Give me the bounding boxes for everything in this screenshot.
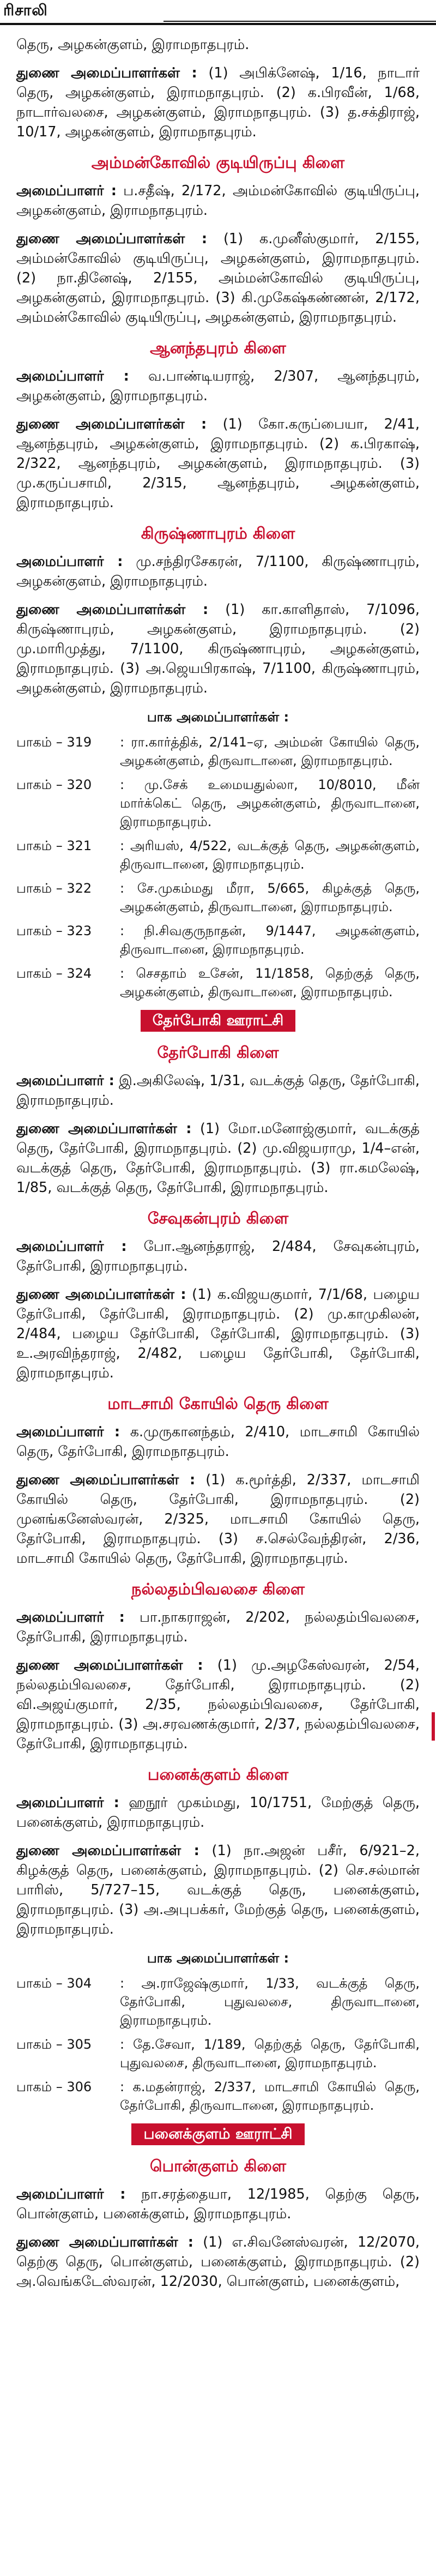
booth-number: பாகம் – 322	[16, 881, 92, 896]
role-label: துணை அமைப்பாளர்கள் :	[16, 1657, 203, 1674]
role-label: அமைப்பாளர் :	[16, 1609, 125, 1626]
role-label: துணை அமைப்பாளர்கள் :	[16, 1286, 186, 1303]
role-label: துணை அமைப்பாளர்கள் :	[16, 231, 208, 247]
branch-heading: நல்லதம்பிவலசை கிளை	[131, 1580, 305, 1598]
role-label: அமைப்பாளர் :	[16, 2186, 126, 2202]
branch-heading: அம்மன்கோவில் குடியிருப்பு கிளை	[91, 153, 345, 172]
branch-heading: சேவுகன்புரம் கிளை	[147, 1209, 289, 1227]
office-bearer-entry	[16, 1285, 420, 1383]
booth-number: பாகம் – 304	[16, 1976, 92, 1991]
office-bearer-entry	[16, 1470, 420, 1568]
entry-text: போ.ஆனந்தராஜ், 2/484, சேவுகன்புரம், தேர்போகி, இராமநாதபுரம்.	[16, 1238, 420, 1274]
role-label: அமைப்பாளர் :	[16, 1795, 119, 1811]
entry-text: (1) மோ.மனோஜ்குமார், வடக்குத் தெரு, தேர்போகி, இராமநாதபுரம். (2) மு.விஜயராமு, 1/4–என், வடக்குத் தெரு, தேர்போகி, இராமநாதபுரம். (3) ரா.கமலேஷ், 1/85, வடக்குத் தெரு, தேர்போகி, இராமநாதபுரம்.	[16, 1121, 420, 1196]
panchayat-banner-wrap	[16, 2123, 420, 2145]
masthead-rule	[164, 21, 436, 22]
role-label: அமைப்பாளர் :	[16, 1424, 120, 1440]
booth-organiser: : மு.சேக் உமையதுல்லா, 10/8010, மீன் மார்க்கெட் தெரு, அழகன்குளம், திருவாடானை, இராமநாதபுரம்.	[120, 777, 420, 829]
booth-organiser: : க.மதன்ராஜ், 2/337, மாடசாமி கோயில் தெரு, தேர்போகி, திருவாடானை, இராமநாதபுரம்.	[120, 2079, 420, 2113]
office-bearer-entry	[16, 1656, 420, 1754]
booth-row	[16, 1974, 420, 2030]
role-label: அமைப்பாளர் :	[16, 1073, 114, 1089]
panchayat-banner: பனைக்குளம் ஊராட்சி	[131, 2123, 304, 2145]
entry-text: (1) க.முனீஸ்குமார், 2/155, அம்மன்கோவில் குடியிருப்பு, அழகன்குளம், இராமநாதபுரம். (2) நா.தினேஷ், 2/155, அம்மன்கோவில் குடியிருப்பு, அழகன்குளம், இராமநாதபுரம். (3) கி.முகேஷ்கண்ணன், 2/172, அம்மன்கோவில் குடியிருப்பு, அழகன்குளம், இராமநாதபுரம்.	[16, 231, 420, 326]
booth-row	[16, 879, 420, 916]
booth-row	[16, 2035, 420, 2072]
masthead	[0, 0, 436, 25]
booth-row	[16, 2078, 420, 2115]
booth-number: பாகம் – 321	[16, 838, 92, 853]
office-bearer-entry	[16, 1237, 420, 1276]
role-label: அமைப்பாளர் :	[16, 183, 117, 199]
role-label: துணை அமைப்பாளர்கள் :	[16, 65, 197, 81]
role-label: அமைப்பாளர் :	[16, 553, 123, 570]
office-bearer-entry	[16, 229, 420, 327]
entry-text: (1) எ.சிவனேஸ்வரன், 12/2070, தெற்கு தெரு, பொன்குளம், பனைக்குளம், இராமநாதபுரம். (2) அ.வெங்கடேஸ்வரன், 12/2030, பொன்குளம், பனைக்குளம்,	[16, 2234, 420, 2290]
entry-text: க.முருகானந்தம், 2/410, மாடசாமி கோயில் தெரு, தேர்போகி, இராமநாதபுரம்.	[16, 1424, 420, 1460]
office-bearer-entry	[16, 35, 420, 55]
office-bearer-entry	[16, 181, 420, 220]
entry-text: (1) க.மூர்த்தி, 2/337, மாடசாமி கோயில் தெரு, தேர்போகி, இராமநாதபுரம். (2) முனங்கனேஸ்வரன், 2/325, மாடசாமி கோயில் தெரு, தேர்போகி, இராமநாதபுரம். (3) ச.செல்வேந்திரன், 2/36, மாடசாமி கோயில் தெரு, தேர்போகி, இராமநாதபுரம்.	[16, 1472, 420, 1567]
entry-text: (1) கோ.கருப்பையா, 2/41, ஆனந்தபுரம், அழகன்குளம், இராமநாதபுரம். (2) க.பிரகாஷ், 2/322, ஆனந்தபுரம், அழகன்குளம், இராமநாதபுரம். (3) மு.கருப்பசாமி, 2/315, ஆனந்தபுரம், அழகன்குளம், இராமநாதபுரம்.	[16, 416, 420, 511]
booth-number: பாகம் – 323	[16, 923, 92, 938]
role-label: துணை அமைப்பாளர்கள் :	[16, 1843, 199, 1859]
booth-row	[16, 836, 420, 874]
booth-organiser: : சே.முகம்மது மீரா, 5/665, கிழக்குத் தெரு, அழகன்குளம், திருவாடானை, இராமநாதபுரம்.	[120, 881, 420, 914]
booth-organiser: : தே.சேவா, 1/189, தெற்குத் தெரு, தேர்போகி, புதுவலசை, திருவாடானை, இராமநாதபுரம்.	[120, 2037, 420, 2071]
booth-organiser: : செசதாம் உசேன், 11/1858, தெற்குத் தெரு, அழகன்குளம், திருவாடானை, இராமநாதபுரம்.	[120, 966, 420, 1000]
entry-text: இ.அகிலேஷ், 1/31, வடக்குத் தெரு, தேர்போகி, இராமநாதபுரம்.	[16, 1073, 420, 1109]
booth-row	[16, 733, 420, 770]
role-label: துணை அமைப்பாளர்கள் :	[16, 1472, 196, 1488]
entry-text: (1) மு.அழகேஸ்வரன், 2/54, நல்லதம்பிவலசை, தேர்போகி, இராமநாதபுரம். (2) வி.அஜய்குமார், 2/35, நல்லதம்பிவலசை, தேர்போகி, இராமநாதபுரம். (3) அ.சரவணக்குமார், 2/37, நல்லதம்பிவலசை, தேர்போகி, இராமநாதபுரம்.	[16, 1657, 420, 1752]
booth-number: பாகம் – 319	[16, 735, 92, 750]
masthead-title: ரிசாலி	[3, 1, 48, 19]
booth-organiser: : அரியஸ், 4/522, வடக்குத் தெரு, அழகன்குளம், திருவாடானை, இராமநாதபுரம்.	[120, 838, 420, 872]
section-subtitle: பாக அமைப்பாளர்கள் :	[147, 709, 289, 725]
role-label: துணை அமைப்பாளர்கள் :	[16, 2234, 193, 2250]
office-bearer-entry	[16, 1119, 420, 1197]
booth-row	[16, 964, 420, 1001]
entry-text: ஹநூர் முகம்மது, 10/1751, மேற்குத் தெரு, பனைக்குளம், இராமநாதபுரம்.	[16, 1795, 420, 1831]
booth-row	[16, 922, 420, 959]
office-bearer-entry	[16, 1841, 420, 1939]
branch-heading: மாடசாமி கோயில் தெரு கிளை	[107, 1394, 329, 1413]
entry-text: மு.சந்திரசேகரன், 7/1100, கிருஷ்ணாபுரம், அழகன்குளம், இராமநாதபுரம்.	[16, 553, 420, 589]
entry-text: பா.நாகராஜன், 2/202, நல்லதம்பிவலசை, தேர்போகி, இராமநாதபுரம்.	[16, 1609, 420, 1645]
office-bearer-entry	[16, 366, 420, 406]
office-bearer-entry	[16, 600, 420, 698]
role-label: அமைப்பாளர் :	[16, 368, 129, 384]
booth-row	[16, 775, 420, 831]
booth-organiser: : அ.ராஜேஷ்குமார், 1/33, வடக்குத் தெரு, தேர்போகி, புதுவலசை, திருவாடானை, இராமநாதபுரம்.	[120, 1976, 420, 2028]
entry-text: (1) கா.காளிதாஸ், 7/1096, கிருஷ்ணாபுரம், அழகன்குளம், இராமநாதபுரம். (2) மு.மாரிமுத்து, 7/1100, கிருஷ்ணாபுரம், அழகன்குளம், இராமநாதபுரம். (3) அ.ஜெயபிரகாஷ், 7/1100, கிருஷ்ணாபுரம், அழகன்குளம், இராமநாதபுரம்.	[16, 601, 420, 696]
booth-number: பாகம் – 305	[16, 2037, 92, 2052]
side-color-mark	[432, 1712, 435, 1741]
booth-number: பாகம் – 324	[16, 966, 92, 981]
office-bearer-entry	[16, 2184, 420, 2224]
branch-heading: தேர்போகி கிளை	[157, 1043, 279, 1062]
branch-heading: பனைக்குளம் கிளை	[147, 1765, 289, 1784]
entry-text: ப.சதீஷ், 2/172, அம்மன்கோவில் குடியிருப்பு, அழகன்குளம், இராமநாதபுரம்.	[16, 183, 420, 219]
office-bearer-entry	[16, 1422, 420, 1461]
role-label: துணை அமைப்பாளர்கள் :	[16, 416, 207, 432]
booth-number: பாகம் – 306	[16, 2079, 92, 2094]
entry-text: (1) நா.அஜன் பசீர், 6/921–2, கிழக்குத் தெரு, பனைக்குளம், இராமநாதபுரம். (2) செ.சல்மான் பாரிஸ், 5/727–15, வடக்குத் தெரு, பனைக்குளம், இராமநாதபுரம். (3) அ.அபுபக்கர், மேற்குத் தெரு, பனைக்குளம், இராமநாதபுரம்.	[16, 1843, 420, 1937]
entry-text: தெரு, அழகன்குளம், இராமநாதபுரம்.	[16, 37, 250, 53]
office-bearer-entry	[16, 2232, 420, 2291]
branch-heading: கிருஷ்ணாபுரம் கிளை	[141, 524, 295, 543]
entry-text: (1) க.விஜயகுமார், 7/1/68, பழைய தேர்போகி, தேர்போகி, இராமநாதபுரம். (2) மு.காமுகிலன், 2/484, பழைய தேர்போகி, தேர்போகி, இராமநாதபுரம். (3) உ.அரவிந்தராஜ், 2/482, பழைய தேர்போகி, தேர்போகி, இராமநாதபுரம்.	[16, 1286, 420, 1381]
booth-organiser: : ரா.கார்த்திக், 2/141–ஏ, அம்மன் கோயில் தெரு, அழகன்குளம், திருவாடானை, இராமநாதபுரம்.	[120, 735, 420, 768]
office-bearer-entry	[16, 63, 420, 142]
booth-number: பாகம் – 320	[16, 777, 92, 792]
entry-text: வ.பாண்டியராஜ், 2/307, ஆனந்தபுரம், அழகன்குளம், இராமநாதபுரம்.	[16, 368, 420, 404]
entry-text: நா.சரத்தையா, 12/1985, தெற்கு தெரு, பொன்குளம், பனைக்குளம், இராமநாதபுரம்.	[16, 2186, 420, 2222]
office-bearer-entry	[16, 1071, 420, 1110]
role-label: துணை அமைப்பாளர்கள் :	[16, 601, 209, 618]
panchayat-banner-wrap	[16, 1010, 420, 1032]
office-bearer-entry	[16, 1608, 420, 1647]
office-bearer-entry	[16, 414, 420, 513]
role-label: அமைப்பாளர் :	[16, 1238, 127, 1255]
office-bearer-entry	[16, 1793, 420, 1832]
booth-organiser: : நி.சிவகுருநாதன், 9/1447, அழகன்குளம், திருவாடானை, இராமநாதபுரம்.	[120, 923, 420, 957]
branch-heading: பொன்குளம் கிளை	[150, 2157, 286, 2175]
office-bearer-entry	[16, 552, 420, 591]
panchayat-banner: தேர்போகி ஊராட்சி	[141, 1010, 295, 1032]
article-column	[16, 35, 420, 2300]
role-label: துணை அமைப்பாளர்கள் :	[16, 1121, 192, 1137]
entry-text: (1) அபிக்னேஷ், 1/16, நாடார் தெரு, அழகன்குளம், இராமநாதபுரம். (2) க.பிரவீன், 1/68, நாடார்வலசை, அழகன்குளம், இராமநாதபுரம். (3) த.சக்திராஜ், 10/17, அழகன்குளம், இராமநாதபுரம்.	[16, 65, 420, 140]
branch-heading: ஆனந்தபுரம் கிளை	[150, 339, 286, 357]
section-subtitle: பாக அமைப்பாளர்கள் :	[147, 1951, 289, 1966]
